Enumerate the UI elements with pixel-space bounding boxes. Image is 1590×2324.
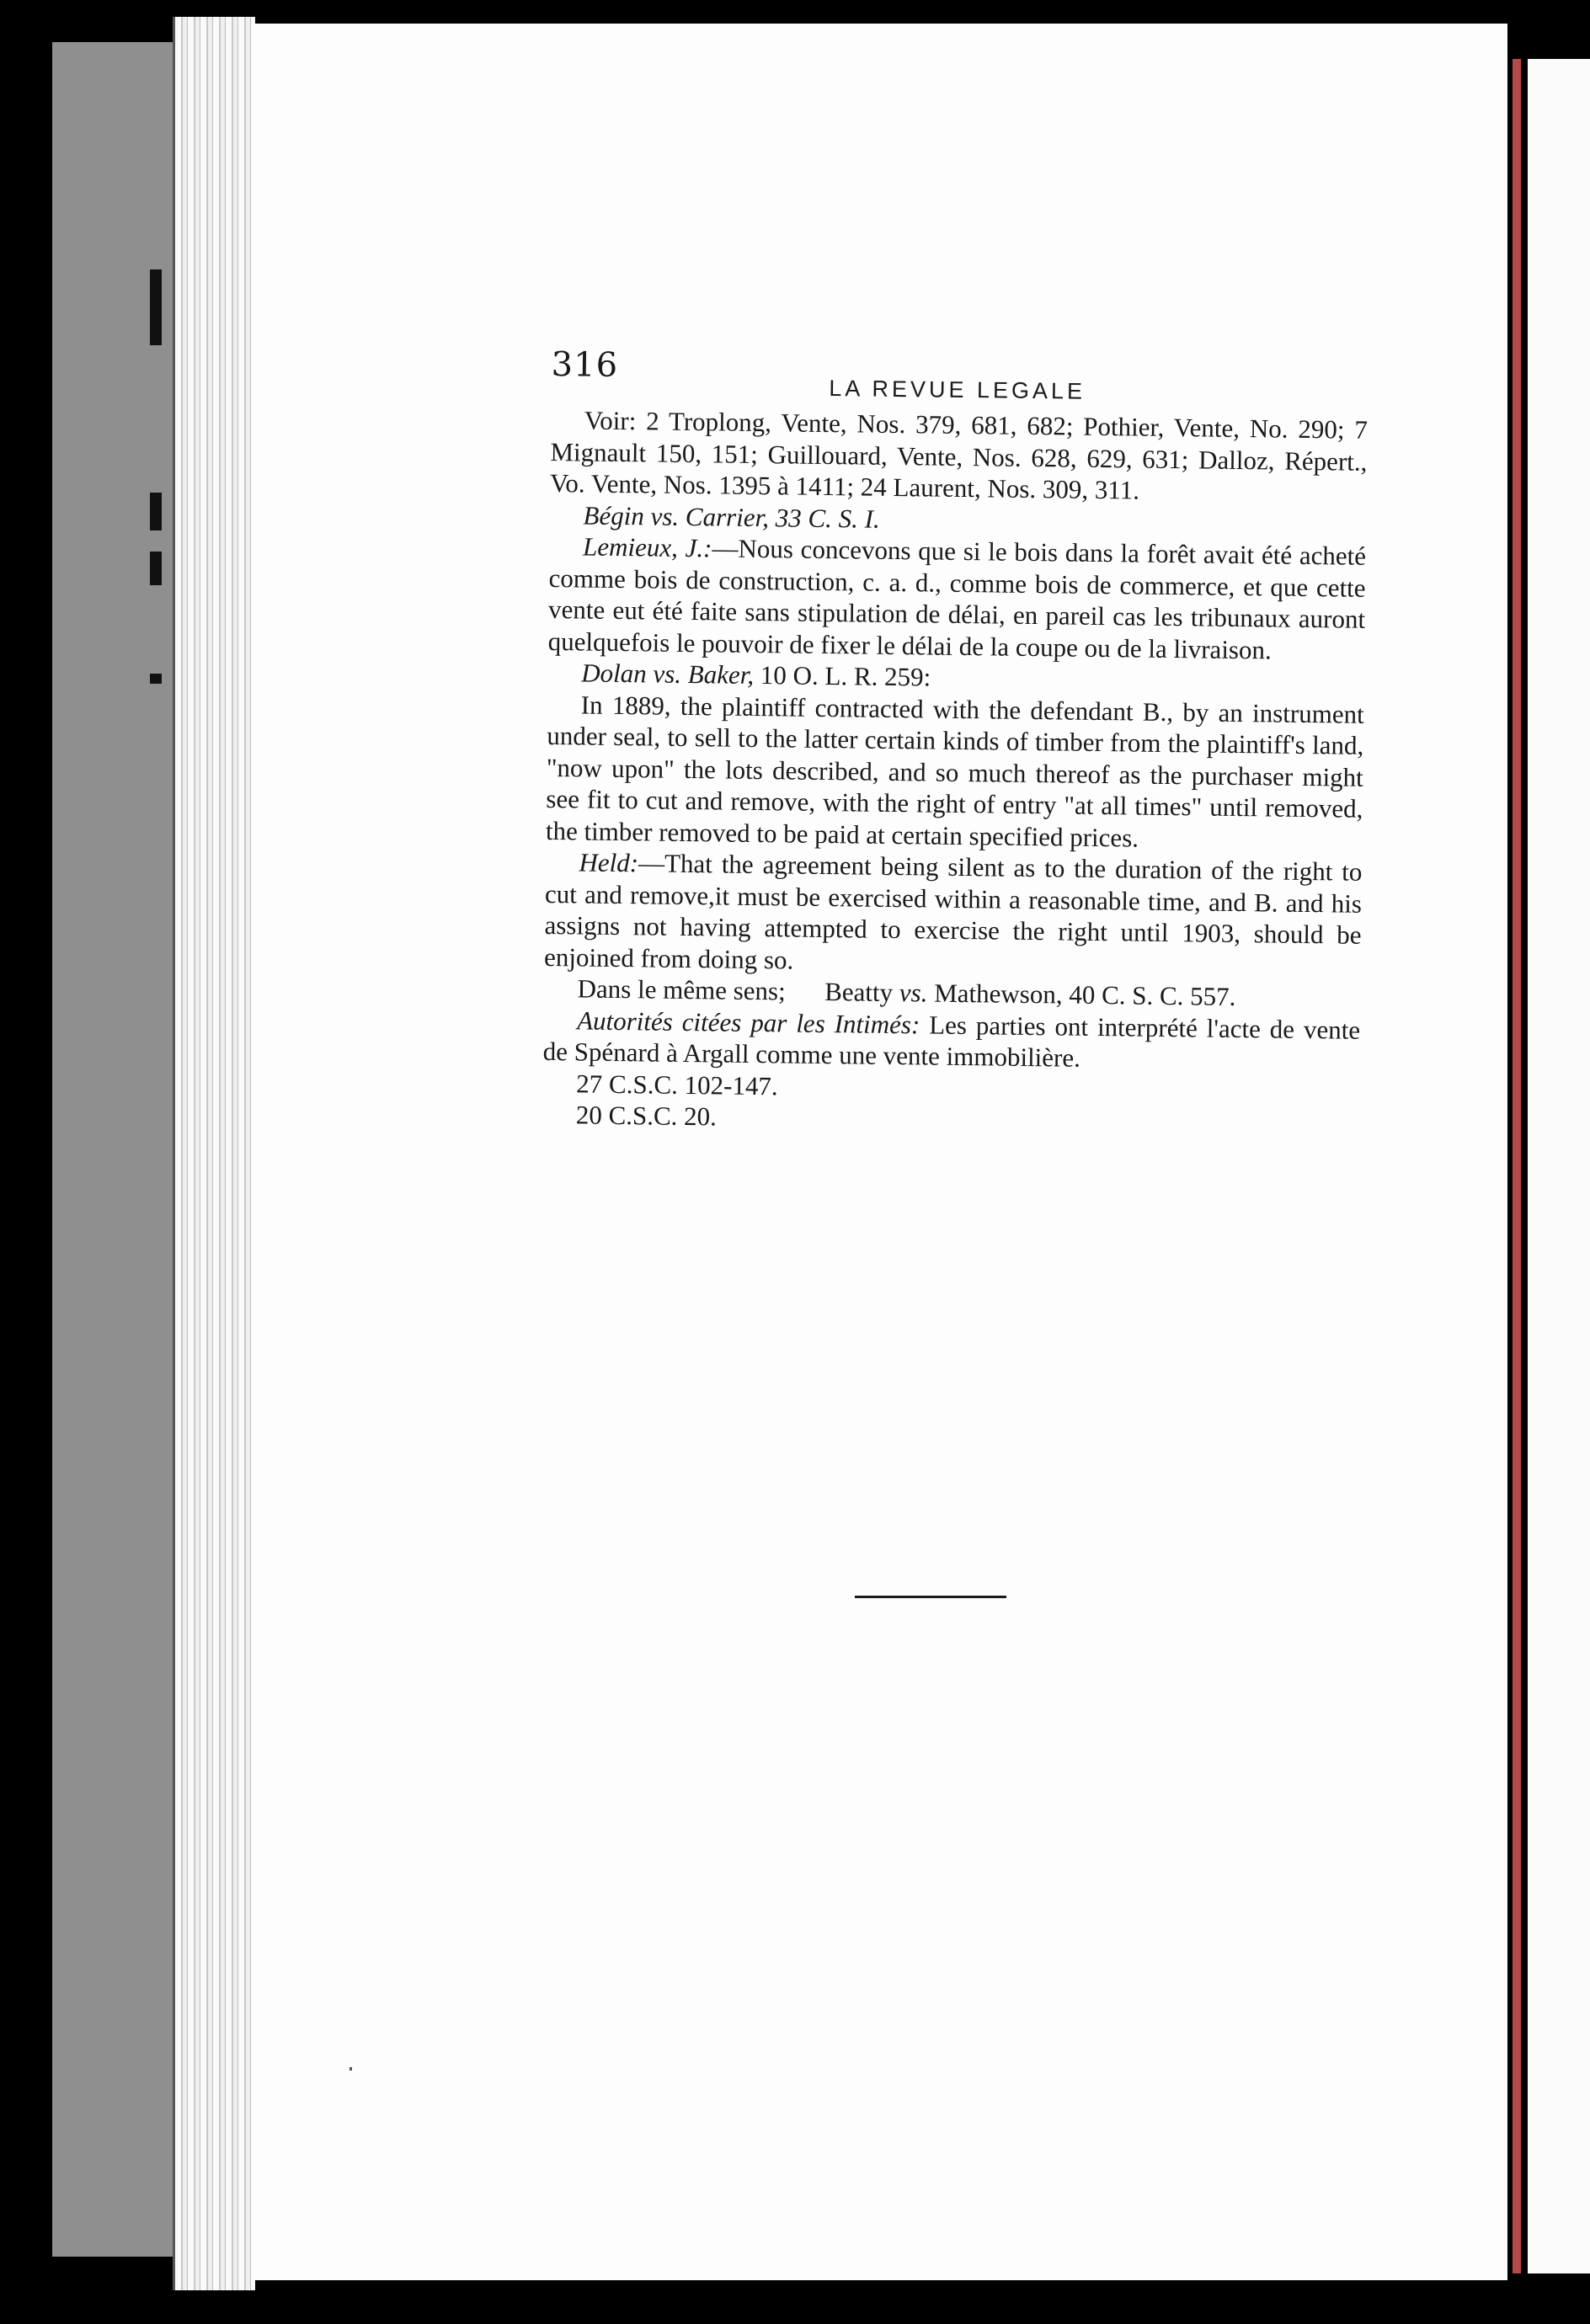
facing-page [1528,59,1590,2273]
case-citation: Mathewson, 40 C. S. C. 557. [934,978,1236,1011]
board-mark [150,674,162,684]
case-citation: 10 O. L. R. 259: [760,660,931,692]
judge-name: Lemieux, J.: [582,531,712,563]
held-label: Held: [579,847,639,878]
paragraph-judgment [547,530,1366,667]
facing-page-edge [1513,59,1521,2273]
page-speck [349,2067,352,2071]
case-party: Beatty [824,977,894,1008]
versus: vs. [899,978,928,1008]
authorities-label: Autorités citées par les Intimés: [576,1005,920,1039]
running-head: LA REVUE LEGALE [829,376,1086,404]
judgment-text: —Nous concevons que si le bois dans la forêt avait été acheté comme bois de construction, c. a. d., comme bois de commerce, et que cette vente eut été faite sans stipulation de délai, en pareil cas les tribunaux auront quelquefois le pouvoir de fixer le délai de la coupe ou de la livraison. [547,533,1367,664]
paragraph-authorities [543,1004,1361,1077]
board-mark [150,493,162,530]
board-mark [150,269,162,345]
case-name: Bégin vs. Carrier, 33 C. S. I. [583,499,880,534]
held-text: —That the agreement being silent as to the duration of the right to cut and remove,it must be exercised within a reasonable time, and B. and his assigns not having attempted to exercise the right until 1903, should be enjoined from doing so. [543,848,1363,975]
page-edges [173,17,255,2290]
board-mark [150,552,162,585]
page-header [551,345,1369,414]
citation-line: 27 C.S.C. 102-147. [576,1068,778,1101]
paragraph-facts: In 1889, the plaintiff contracted with the defendant B., by an instrument under seal, to sell to the latter certain kinds of timber from the plaintiff's land, "now upon" the lots described, and so much thereof as the purchaser might see fit to cut and remove, with the right of entry "at all times" until removed, the timber removed to be paid at certain specified prices. [545,689,1364,853]
authorities-text: Les parties ont interprété l'acte de vente de Spénard à Argall comme une vente immobilière. [542,1010,1361,1073]
paragraph-references: Voir: 2 Troplong, Vente, Nos. 379, 681, 682; Pothier, Vente, No. 290; 7 Mignault 150, 151; Guillouard, Vente, Nos. 628, 629, 631; Dalloz, Répert., Vo. Vente, Nos. 1395 à 1411; 24 Laurent, Nos. 309, 311. [549,405,1369,505]
case-name: Dolan vs. Baker, [581,658,755,690]
same-sense-label: Dans le même sens; [577,973,786,1006]
closing-rule [855,1596,1006,1598]
citation-line: 20 C.S.C. 20. [575,1100,718,1132]
paragraph-held [544,846,1363,983]
page-text [542,345,1369,1140]
page-number: 316 [551,345,619,385]
book-cover-board [52,42,177,2257]
